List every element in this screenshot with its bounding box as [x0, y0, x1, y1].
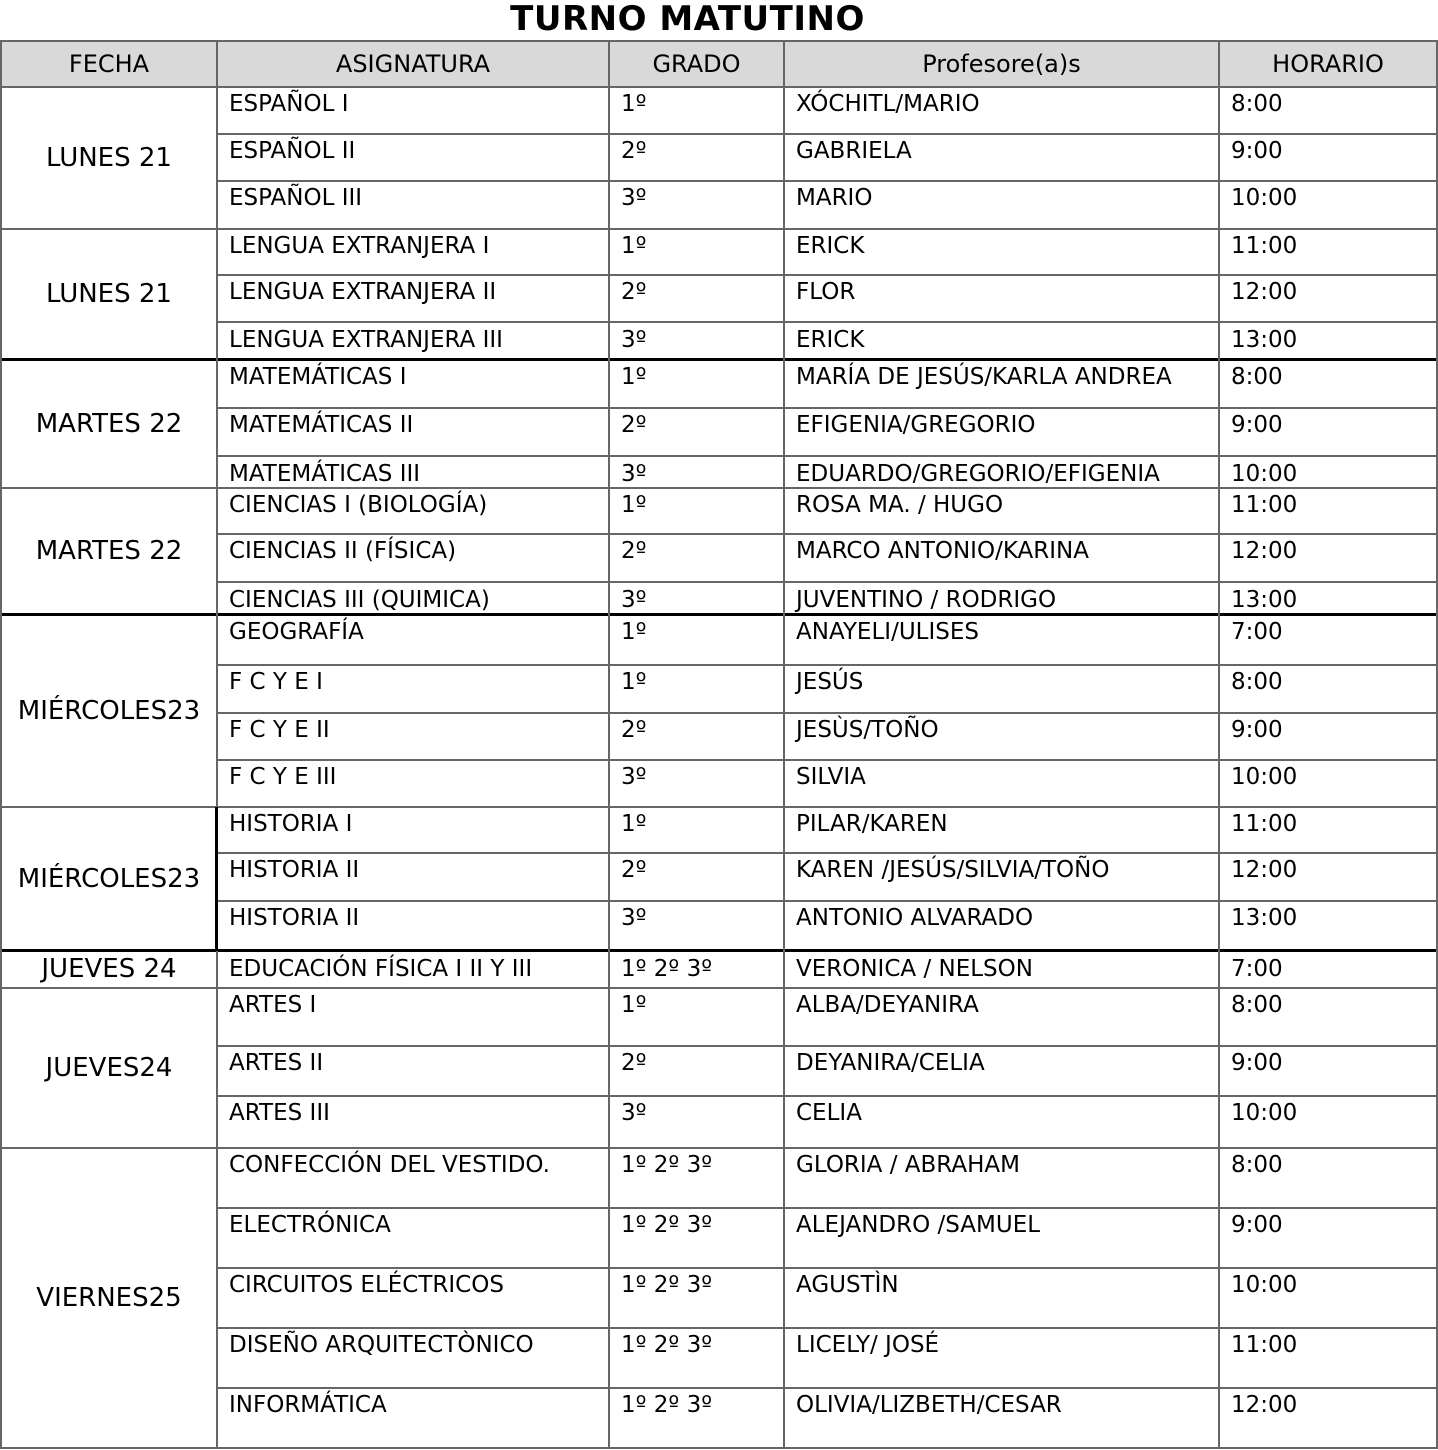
cell-grado: 3º: [621, 1100, 647, 1126]
row-divider: [217, 1207, 1437, 1209]
cell-grado: 2º: [621, 538, 647, 564]
cell-grado: 1º 2º 3º: [621, 956, 713, 982]
date-line: MIÉRCOLES: [17, 863, 168, 894]
cell-asignatura: HISTORIA II: [229, 857, 360, 883]
cell-grado: 2º: [621, 412, 647, 438]
cell-profesores: DEYANIRA/CELIA: [796, 1050, 985, 1076]
row-divider: [217, 133, 1437, 135]
date-line: 23: [167, 863, 201, 894]
date-line: 23: [167, 695, 201, 726]
cell-horario: 8:00: [1231, 669, 1283, 695]
date-cell: [1, 488, 217, 615]
cell-profesores: JESÚS: [796, 669, 864, 695]
date-line: VIERNES: [36, 1282, 149, 1313]
cell-asignatura: ESPAÑOL III: [229, 185, 363, 211]
date-cell: [1, 1148, 217, 1448]
cell-horario: 8:00: [1231, 364, 1283, 390]
cell-asignatura: HISTORIA II: [229, 905, 360, 931]
date-line: 24: [139, 1052, 173, 1083]
row-divider: [217, 1267, 1437, 1269]
cell-asignatura: F C Y E II: [229, 717, 330, 743]
cell-grado: 1º 2º 3º: [621, 1272, 713, 1298]
cell-grado: 1º: [621, 669, 647, 695]
cell-profesores: JESÙS/TOÑO: [796, 717, 939, 743]
cell-profesores: KAREN /JESÚS/SILVIA/TOÑO: [796, 857, 1110, 883]
cell-profesores: MARIO: [796, 185, 873, 211]
cell-asignatura: DISEÑO ARQUITECTÒNICO: [229, 1332, 534, 1358]
cell-horario: 13:00: [1231, 587, 1298, 613]
row-divider: [217, 180, 1437, 182]
date-cell: [1, 988, 217, 1148]
row-divider: [217, 533, 1437, 535]
cell-profesores: ALBA/DEYANIRA: [796, 992, 979, 1018]
cell-asignatura: F C Y E I: [229, 669, 323, 695]
cell-grado: 3º: [621, 327, 647, 353]
cell-profesores: GLORIA / ABRAHAM: [796, 1152, 1020, 1178]
column-divider: [608, 40, 610, 1448]
cell-grado: 3º: [621, 461, 647, 487]
cell-grado: 3º: [621, 185, 647, 211]
cell-horario: 9:00: [1231, 717, 1283, 743]
row-divider: [217, 664, 1437, 666]
cell-asignatura: ARTES II: [229, 1050, 324, 1076]
cell-grado: 3º: [621, 587, 647, 613]
header-fecha: FECHA: [68, 49, 150, 78]
date-cell: [1, 87, 217, 229]
row-divider: [217, 712, 1437, 714]
cell-asignatura: ARTES III: [229, 1100, 330, 1126]
cell-profesores: SILVIA: [796, 764, 866, 790]
date-cell: [1, 807, 217, 951]
cell-horario: 12:00: [1231, 1392, 1298, 1418]
row-divider: [217, 581, 1437, 583]
row-divider: [217, 1045, 1437, 1047]
cell-asignatura: MATEMÁTICAS III: [229, 461, 421, 487]
cell-grado: 3º: [621, 764, 647, 790]
cell-grado: 2º: [621, 857, 647, 883]
cell-profesores: FLOR: [796, 279, 856, 305]
cell-profesores: VERONICA / NELSON: [796, 956, 1033, 982]
cell-profesores: JUVENTINO / RODRIGO: [796, 587, 1057, 613]
cell-horario: 12:00: [1231, 857, 1298, 883]
header-asignatura: ASIGNATURA: [335, 49, 491, 78]
cell-profesores: ERICK: [796, 327, 865, 353]
cell-profesores: ANAYELI/ULISES: [796, 619, 979, 645]
cell-grado: 2º: [621, 1050, 647, 1076]
header-grado: GRADO: [652, 49, 741, 78]
cell-profesores: LICELY/ JOSÉ: [796, 1332, 940, 1358]
row-divider: [217, 274, 1437, 276]
cell-horario: 9:00: [1231, 138, 1283, 164]
cell-grado: 1º: [621, 811, 647, 837]
cell-grado: 1º 2º 3º: [621, 1332, 713, 1358]
cell-asignatura: GEOGRAFÍA: [229, 619, 364, 645]
cell-grado: 3º: [621, 905, 647, 931]
cell-profesores: ANTONIO ALVARADO: [796, 905, 1034, 931]
cell-horario: 7:00: [1231, 619, 1283, 645]
cell-profesores: EFIGENIA/GREGORIO: [796, 412, 1036, 438]
cell-asignatura: F C Y E III: [229, 764, 337, 790]
column-divider: [216, 40, 218, 1448]
cell-grado: 1º: [621, 492, 647, 518]
cell-asignatura: LENGUA EXTRANJERA II: [229, 279, 497, 305]
cell-horario: 7:00: [1231, 956, 1283, 982]
cell-horario: 9:00: [1231, 1212, 1283, 1238]
cell-horario: 8:00: [1231, 992, 1283, 1018]
cell-asignatura: LENGUA EXTRANJERA I: [229, 233, 490, 259]
cell-horario: 11:00: [1231, 492, 1298, 518]
cell-grado: 1º: [621, 992, 647, 1018]
date-cell: [1, 615, 217, 807]
cell-profesores: OLIVIA/LIZBETH/CESAR: [796, 1392, 1062, 1418]
cell-grado: 1º 2º 3º: [621, 1152, 713, 1178]
page-title: TURNO MATUTINO: [510, 0, 865, 39]
date-cell: [1, 229, 217, 360]
cell-grado: 1º 2º 3º: [621, 1392, 713, 1418]
cell-horario: 12:00: [1231, 538, 1298, 564]
column-divider: [783, 40, 785, 1448]
header-profesores: Profesore(a)s: [922, 49, 1081, 78]
cell-grado: 2º: [621, 279, 647, 305]
cell-profesores: ALEJANDRO /SAMUEL: [796, 1212, 1041, 1238]
cell-horario: 10:00: [1231, 1100, 1298, 1126]
cell-grado: 1º: [621, 364, 647, 390]
cell-horario: 8:00: [1231, 1152, 1283, 1178]
date-line: LUNES 21: [46, 142, 172, 173]
cell-asignatura: MATEMÁTICAS I: [229, 364, 407, 390]
cell-profesores: CELIA: [796, 1100, 862, 1126]
cell-asignatura: EDUCACIÓN FÍSICA I II Y III: [229, 956, 533, 982]
cell-asignatura: ELECTRÓNICA: [229, 1212, 391, 1238]
row-divider: [217, 321, 1437, 323]
cell-profesores: ERICK: [796, 233, 865, 259]
cell-profesores: XÓCHITL/MARIO: [796, 91, 980, 117]
cell-profesores: ROSA MA. / HUGO: [796, 492, 1004, 518]
cell-grado: 1º 2º 3º: [621, 1212, 713, 1238]
date-line: JUEVES: [45, 1052, 140, 1083]
row-divider: [217, 759, 1437, 761]
cell-horario: 10:00: [1231, 185, 1298, 211]
date-line: MARTES 22: [35, 408, 183, 439]
cell-horario: 9:00: [1231, 412, 1283, 438]
header-horario: HORARIO: [1272, 49, 1384, 78]
cell-profesores: GABRIELA: [796, 138, 912, 164]
cell-grado: 1º: [621, 91, 647, 117]
cell-grado: 2º: [621, 138, 647, 164]
date-line: JUEVES 24: [41, 954, 177, 984]
cell-grado: 1º: [621, 619, 647, 645]
cell-asignatura: LENGUA EXTRANJERA III: [229, 327, 503, 353]
cell-grado: 1º: [621, 233, 647, 259]
date-line: LUNES 21: [46, 279, 172, 309]
cell-horario: 12:00: [1231, 279, 1298, 305]
row-divider: [217, 900, 1437, 902]
date-cell: [1, 360, 217, 488]
row-divider: [217, 852, 1437, 854]
cell-profesores: MARCO ANTONIO/KARINA: [796, 538, 1089, 564]
row-divider: [217, 1387, 1437, 1389]
cell-horario: 10:00: [1231, 461, 1298, 487]
cell-asignatura: ARTES I: [229, 992, 317, 1018]
cell-asignatura: ESPAÑOL I: [229, 91, 349, 117]
cell-horario: 11:00: [1231, 1332, 1298, 1358]
cell-profesores: EDUARDO/GREGORIO/EFIGENIA: [796, 461, 1160, 487]
cell-asignatura: HISTORIA I: [229, 811, 353, 837]
cell-asignatura: MATEMÁTICAS II: [229, 412, 414, 438]
cell-asignatura: CIENCIAS III (QUIMICA): [229, 587, 490, 613]
date-cell: [1, 951, 217, 988]
cell-profesores: MARÍA DE JESÚS/KARLA ANDREA: [796, 364, 1172, 390]
cell-profesores: AGUSTÌN: [796, 1272, 899, 1298]
cell-horario: 8:00: [1231, 91, 1283, 117]
cell-asignatura: CIENCIAS I (BIOLOGÍA): [229, 492, 488, 518]
cell-horario: 9:00: [1231, 1050, 1283, 1076]
row-divider: [217, 1327, 1437, 1329]
column-divider-heavy: [215, 807, 218, 951]
column-divider: [0, 40, 2, 1448]
cell-horario: 10:00: [1231, 1272, 1298, 1298]
cell-horario: 11:00: [1231, 233, 1298, 259]
cell-horario: 11:00: [1231, 811, 1298, 837]
row-divider: [217, 455, 1437, 457]
row-divider: [217, 407, 1437, 409]
cell-horario: 13:00: [1231, 327, 1298, 353]
date-line: MIÉRCOLES: [17, 695, 168, 726]
cell-asignatura: ESPAÑOL II: [229, 138, 356, 164]
row-divider: [217, 1095, 1437, 1097]
cell-horario: 13:00: [1231, 905, 1298, 931]
cell-asignatura: CIRCUITOS ELÉCTRICOS: [229, 1272, 504, 1298]
cell-horario: 10:00: [1231, 764, 1298, 790]
cell-asignatura: INFORMÁTICA: [229, 1392, 387, 1418]
cell-grado: 2º: [621, 717, 647, 743]
cell-asignatura: CONFECCIÓN DEL VESTIDO.: [229, 1152, 550, 1178]
cell-asignatura: CIENCIAS II (FÍSICA): [229, 538, 457, 564]
date-line: MARTES 22: [35, 536, 183, 566]
column-divider: [1218, 40, 1220, 1448]
date-line: 25: [148, 1282, 182, 1313]
cell-profesores: PILAR/KAREN: [796, 811, 948, 837]
